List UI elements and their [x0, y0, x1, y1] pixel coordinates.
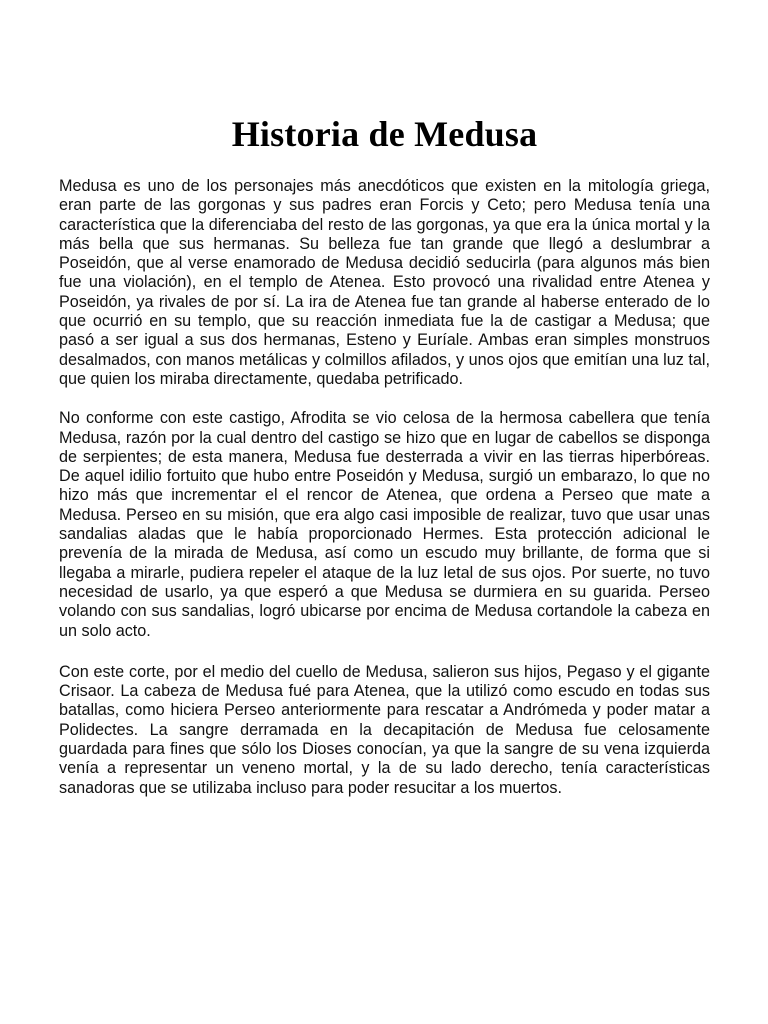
paragraph-3: Con este corte, por el medio del cuello de Medusa, salieron sus hijos, Pegaso y el gigante Crisaor. La cabeza de Medusa fué para Atenea, que la utilizó como escudo en todas sus batallas, como hiciera Perseo anteriormente para rescatar a Andrómeda y poder matar a Polidectes. La sangre derramada en la decapitación de Medusa fue celosamente guardada para fines que sólo los Dioses conocían, ya que la sangre de su vena izquierda venía a representar un veneno mortal, y la de su lado derecho, tenía características sanadoras que se utilizaba incluso para poder resucitar a los muertos.: [59, 662, 710, 797]
document-title: Historia de Medusa: [231, 114, 538, 154]
paragraph-1: Medusa es uno de los personajes más anecdóticos que existen en la mitología griega, eran parte de las gorgonas y sus padres eran Forcis y Ceto; pero Medusa tenía una característica que la diferenciaba del resto de las gorgonas, ya que era la única mortal y la más bella que sus hermanas. Su belleza fue tan grande que llegó a deslumbrar a Poseidón, que al verse enamorado de Medusa decidió seducirla (para algunos más bien fue una violación), en el templo de Atenea. Esto provocó una rivalidad entre Atenea y Poseidón, ya rivales de por sí. La ira de Atenea fue tan grande al haberse enterado de lo que ocurrió en su templo, que su reacción inmediata fue la de castigar a Medusa; que pasó a ser igual a sus dos hermanas, Esteno y Euríale. Ambas eran simples monstruos desalmados, con manos metálicas y colmillos afilados, y unos ojos que emitían una luz tal, que quien los miraba directamente, quedaba petrificado.: [59, 177, 710, 388]
paragraph-2: No conforme con este castigo, Afrodita se vio celosa de la hermosa cabellera que tenía Medusa, razón por la cual dentro del castigo se hizo que en lugar de cabellos se disponga de serpientes; de esta manera, Medusa fue desterrada a vivir en las tierras hiperbóreas. De aquel idilio fortuito que hubo entre Poseidón y Medusa, surgió un embarazo, lo que no hizo más que incrementar el el rencor de Atenea, que ordena a Perseo que mate a Medusa. Perseo en su misión, que era algo casi imposible de realizar, tuvo que usar unas sandalias aladas que le había proporcionado Hermes. Esta protección adicional le prevenía de la mirada de Medusa, así como un escudo muy brillante, de forma que si llegaba a mirarle, pudiera repeler el ataque de la luz letal de sus ojos. Por suerte, no tuvo necesidad de usarlo, ya que esperó a que Medusa se durmiera en su guarida. Perseo volando con sus sandalias, logró ubicarse por encima de Medusa cortandole la cabeza en un solo acto.: [59, 409, 710, 640]
